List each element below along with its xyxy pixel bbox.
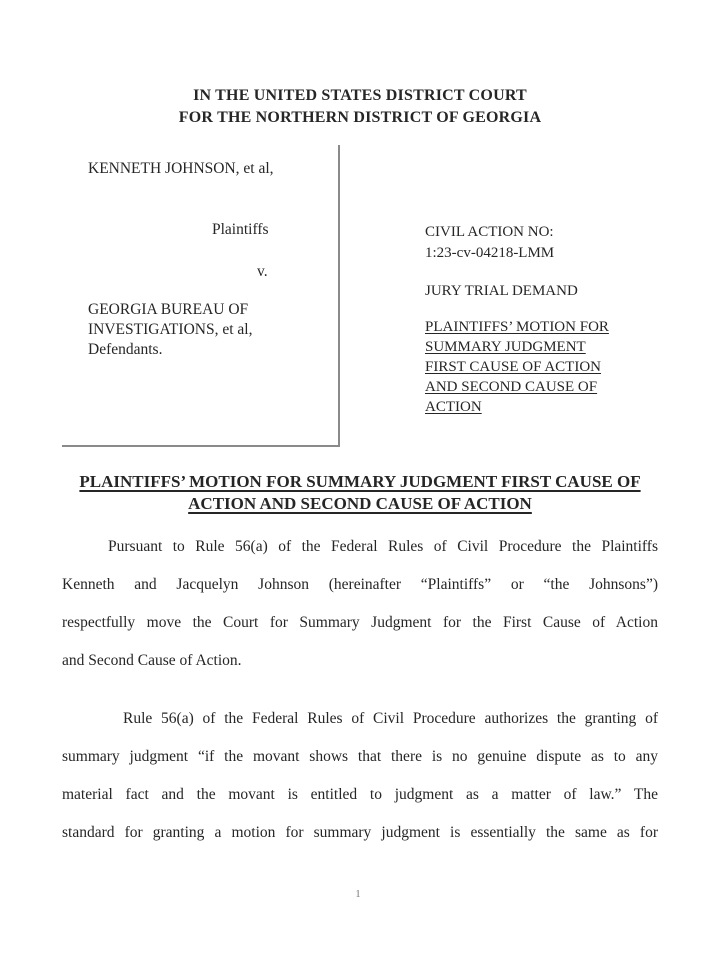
motion-title-line: AND SECOND CAUSE OF (425, 379, 598, 395)
body-line: material fact and the movant is entitled to judgment as a matter of law.” The (62, 786, 658, 803)
body-line: Kenneth and Jacquelyn Johnson (hereinafter “Plaintiffs” or “the Johnsons”) (62, 576, 658, 593)
defendant-block (88, 300, 252, 360)
defendant-name-line1: GEORGIA BUREAU OF (88, 301, 249, 318)
page-number: 1 (355, 889, 361, 900)
civil-action-block (425, 222, 665, 264)
motion-title-line: ACTION (425, 399, 482, 415)
body-paragraph-2 (62, 700, 658, 852)
document-heading (0, 471, 720, 515)
body-paragraph-1 (62, 528, 658, 680)
court-header-line1: IN THE UNITED STATES DISTRICT COURT (193, 87, 527, 104)
versus-label: v. (257, 263, 268, 280)
body-line: and Second Cause of Action. (62, 652, 242, 669)
body-line: Rule 56(a) of the Federal Rules of Civil Procedure authorizes the granting of (123, 710, 658, 727)
civil-action-label: CIVIL ACTION NO: (425, 224, 554, 240)
case-number: 1:23-cv-04218-LMM (425, 245, 555, 261)
motion-title-line: SUMMARY JUDGMENT (425, 339, 586, 355)
plaintiff-role-label: Plaintiffs (212, 221, 269, 238)
plaintiff-name: KENNETH JOHNSON, et al, (88, 160, 274, 177)
motion-title-block (425, 317, 665, 417)
body-line: summary judgment “if the movant shows that there is no genuine dispute as to any (62, 748, 658, 765)
document-heading-line2: ACTION AND SECOND CAUSE OF ACTION (188, 494, 532, 513)
jury-trial-demand: JURY TRIAL DEMAND (425, 283, 578, 299)
document-heading-line1: PLAINTIFFS’ MOTION FOR SUMMARY JUDGMENT FIRST CAUSE OF (79, 472, 641, 491)
motion-title-line: PLAINTIFFS’ MOTION FOR (425, 319, 609, 335)
court-header (0, 85, 720, 129)
caption-right-column (425, 222, 665, 417)
body-line: standard for granting a motion for summary judgment is essentially the same as for (62, 824, 658, 841)
motion-title-line: FIRST CAUSE OF ACTION (425, 359, 602, 375)
defendant-name-line2: INVESTIGATIONS, et al, (88, 321, 253, 338)
body-line: Pursuant to Rule 56(a) of the Federal Rules of Civil Procedure the Plaintiffs (108, 538, 658, 555)
defendant-role-label: Defendants. (88, 341, 163, 358)
body-line: respectfully move the Court for Summary Judgment for the First Cause of Action (62, 614, 658, 631)
court-header-line2: FOR THE NORTHERN DISTRICT OF GEORGIA (178, 109, 542, 126)
case-caption-box (62, 145, 340, 447)
